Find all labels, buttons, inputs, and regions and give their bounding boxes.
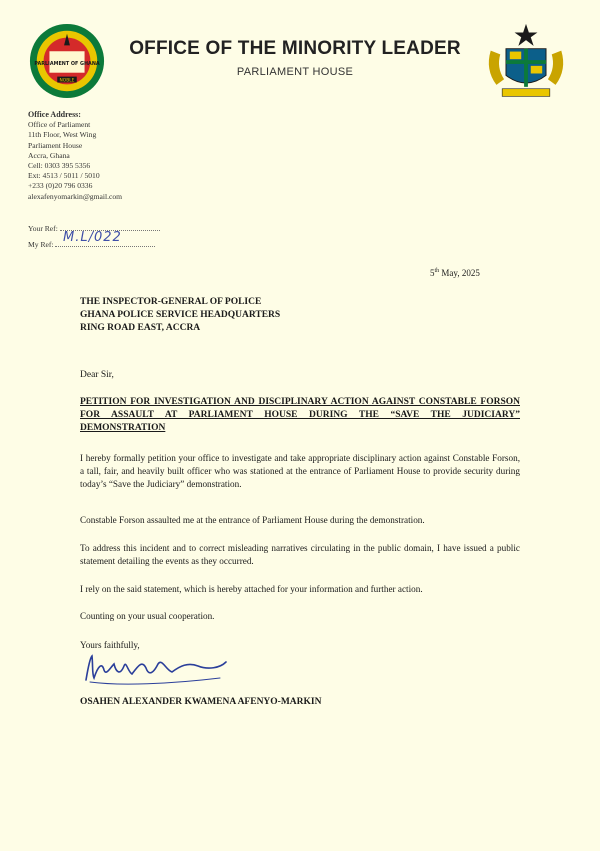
address-line: Accra, Ghana <box>28 150 70 160</box>
closing: Yours faithfully, <box>80 640 140 650</box>
address-line: Cell: 0303 395 5356 <box>28 161 91 171</box>
recipient-line: THE INSPECTOR-GENERAL OF POLICE <box>80 297 262 307</box>
date-suffix: th <box>434 268 440 274</box>
recipient-block <box>80 296 280 335</box>
address-line: Parliament House <box>28 140 83 150</box>
salutation: Dear Sir, <box>80 370 114 380</box>
address-line: +233 (0)20 796 0336 <box>28 181 93 191</box>
office-title: OFFICE OF THE MINORITY LEADER <box>129 38 461 59</box>
coat-of-arms-icon <box>483 22 569 104</box>
address-line: Office of Parliament <box>28 120 91 130</box>
body-paragraph: Constable Forson assaulted me at the entrance of Parliament House during the demonstration. <box>80 515 425 525</box>
logo-banner-text: NOBLE <box>59 78 75 84</box>
body-paragraph: To address this incident and to correct misleading narratives circulating in the public domain, I have issued a public statement detailing the events as they occurred. <box>80 543 520 566</box>
office-address <box>28 110 122 202</box>
body-paragraph: I rely on the said statement, which is hereby attached for your information and further action. <box>80 584 423 594</box>
recipient-line: GHANA POLICE SERVICE HEADQUARTERS <box>80 310 281 320</box>
recipient-line: RING ROAD EAST, ACCRA <box>80 323 201 333</box>
subject-heading: PETITION FOR INVESTIGATION AND DISCIPLINARY ACTION AGAINST CONSTABLE FORSON FOR ASSAULT AT PARLIAMENT HOUSE DURING THE “SAVE THE JUDICIARY” DEMONSTRATION <box>80 397 520 433</box>
parliament-logo-icon <box>28 22 106 100</box>
address-line: 11th Floor, West Wing <box>28 130 97 140</box>
my-ref-label: My Ref: <box>28 240 54 249</box>
my-ref-handwritten: M.L/022 <box>63 230 122 245</box>
address-line: Ext: 4513 / 5011 / 5010 <box>28 171 100 181</box>
logo-inner-text: PARLIAMENT OF GHANA <box>34 60 100 67</box>
handwritten-signature <box>80 648 230 688</box>
address-email: alexafenyomarkin@gmail.com <box>28 191 123 201</box>
address-heading: Office Address: <box>28 110 81 119</box>
date-day: 5 <box>430 268 435 278</box>
body-paragraph: I hereby formally petition your office to investigate and take appropriate disciplinary action against Constable Forson, a tall, fair, and heavily built officer who was stationed at the entrance of Parliament House to provide security during today’s “Save the Judiciary” demonstration. <box>80 453 520 489</box>
office-subtitle: PARLIAMENT HOUSE <box>236 66 354 78</box>
signatory-name: OSAHEN ALEXANDER KWAMENA AFENYO-MARKIN <box>80 697 322 707</box>
date-rest: May, 2025 <box>439 268 480 278</box>
letter-date <box>430 268 480 278</box>
your-ref-label: Your Ref: <box>28 224 58 233</box>
body-paragraph: Counting on your usual cooperation. <box>80 611 215 621</box>
